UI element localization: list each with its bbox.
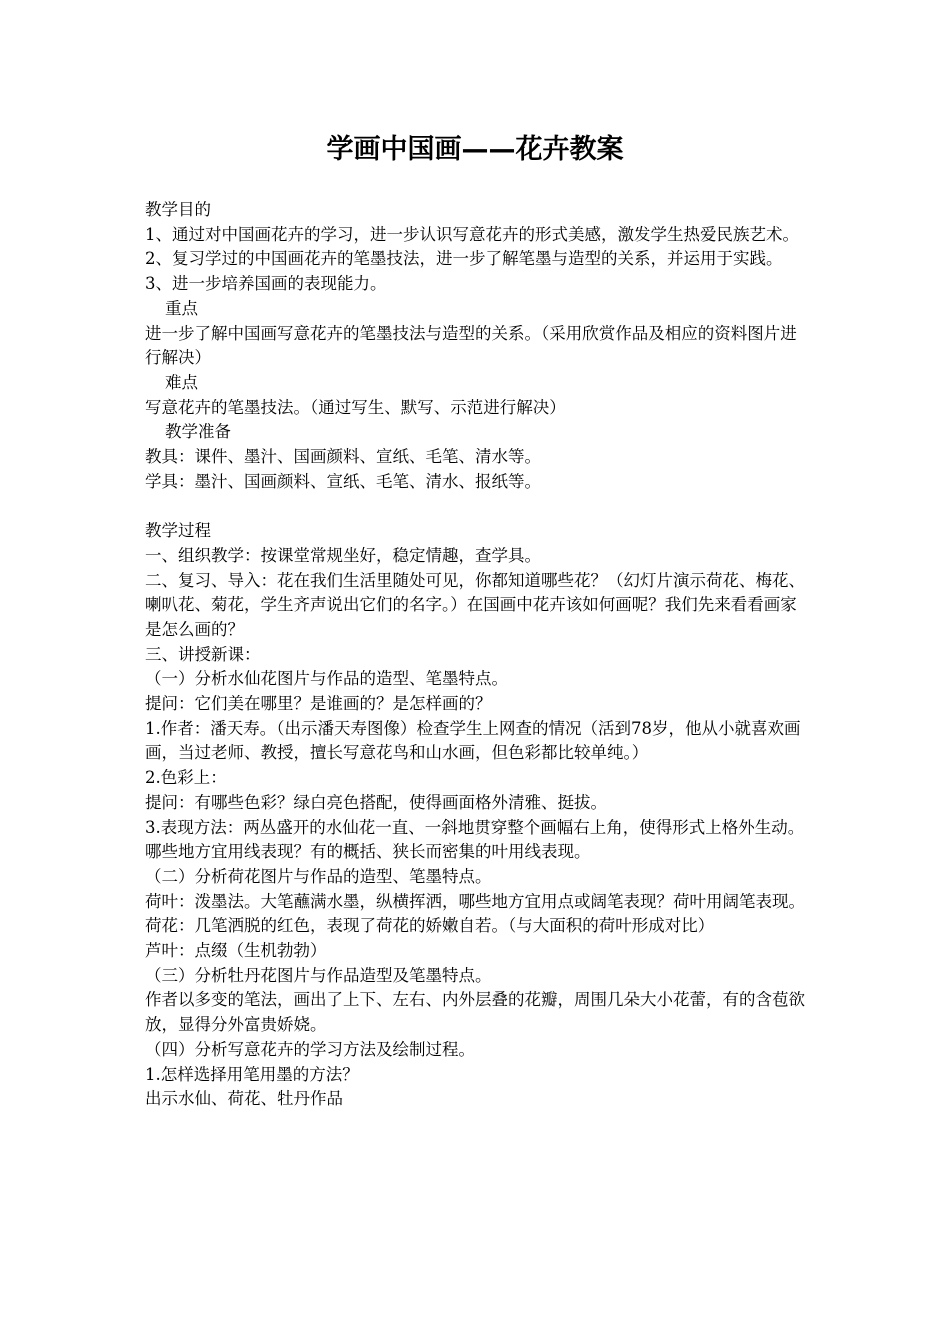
section-heading-key-points: 重点: [165, 298, 198, 318]
process-step-1: 一、组织教学：按课堂常规坐好，稳定情趣，查学具。: [145, 545, 541, 565]
subsection-peony: （三）分析牡丹花图片与作品造型及笔墨特点。: [145, 965, 492, 985]
paragraph-text: 1.作者：潘天寿。（出示潘天寿图像）检查学生上网查的情况（活到78岁，他从小就喜欢画画，当过老师、教授，擅长写意花鸟和山水画，但色彩都比较单纯。）: [145, 718, 801, 763]
objective-item-1: 1、通过对中国画花卉的学习，进一步认识写意花卉的形式美感，激发学生热爱民族艺术。: [145, 224, 799, 244]
paragraph-text: 出示水仙、荷花、牡丹作品: [145, 1089, 343, 1109]
paragraph-text: 提问：它们美在哪里？是谁画的？是怎样画的？: [145, 694, 492, 714]
paragraph-text: 2.色彩上：: [145, 768, 227, 788]
teaching-tools-text: 教具：课件、墨汁、国画颜料、宣纸、毛笔、清水等。: [145, 447, 541, 467]
paragraph-text: 荷花：几笔洒脱的红色，表现了荷花的娇嫩自若。（与大面积的荷叶形成对比）: [145, 916, 715, 936]
paragraph-text: 作者以多变的笔法，画出了上下、左右、内外层叠的花瓣，周围几朵大小花蕾，有的含苞欲放，显得分外富贵娇娆。: [145, 990, 805, 1035]
section-heading-objectives: 教学目的: [145, 200, 211, 219]
subsection-method: （四）分析写意花卉的学习方法及绘制过程。: [145, 1039, 475, 1059]
blank-line: [145, 494, 810, 519]
paragraph-text: 1.怎样选择用笔用墨的方法？: [145, 1064, 359, 1084]
section-heading-process: 教学过程: [145, 521, 211, 541]
difficulties-text: 写意花卉的笔墨技法。（通过写生、默写、示范进行解决）: [145, 397, 566, 417]
process-step-2: 二、复习、导入：花在我们生活里随处可见，你都知道哪些花？（幻灯片演示荷花、梅花、喇叭花、菊花，学生齐声说出它们的名字。）在国画中花卉该如何画呢？我们先来看看画家是怎么画的？: [145, 570, 805, 639]
subsection-lotus: （二）分析荷花图片与作品的造型、笔墨特点。: [145, 866, 492, 886]
student-tools-text: 学具：墨汁、国画颜料、宣纸、毛笔、清水、报纸等。: [145, 471, 541, 491]
paragraph-text: 荷叶：泼墨法。大笔蘸满水墨，纵横挥洒，哪些地方宜用点或阔笔表现？荷叶用阔笔表现。: [145, 891, 805, 911]
paragraph-text: 芦叶：点缀（生机勃勃）: [145, 941, 327, 961]
document-title: 学画中国画——花卉教案: [326, 134, 624, 165]
process-step-3: 三、讲授新课：: [145, 644, 261, 664]
paragraph-text: 提问：有哪些色彩？绿白亮色搭配，使得画面格外清雅、挺拔。: [145, 792, 607, 812]
paragraph-text: 哪些地方宜用线表现？有的概括、狭长而密集的叶用线表现。: [145, 842, 591, 862]
objective-item-3: 3、进一步培养国画的表现能力。: [145, 274, 387, 294]
paragraph-text: 3.表现方法：两丛盛开的水仙花一直、一斜地贯穿整个画幅右上角，使得形式上格外生动。: [145, 817, 805, 837]
key-points-text: 进一步了解中国画写意花卉的笔墨技法与造型的关系。（采用欣赏作品及相应的资料图片进行解决）: [145, 323, 797, 368]
document-body: [145, 198, 810, 1112]
section-heading-difficulties: 难点: [165, 372, 198, 392]
section-heading-preparation: 教学准备: [165, 422, 231, 442]
subsection-narcissus: （一）分析水仙花图片与作品的造型、笔墨特点。: [145, 669, 508, 689]
objective-item-2: 2、复习学过的中国画花卉的笔墨技法，进一步了解笔墨与造型的关系，并运用于实践。: [145, 249, 783, 269]
